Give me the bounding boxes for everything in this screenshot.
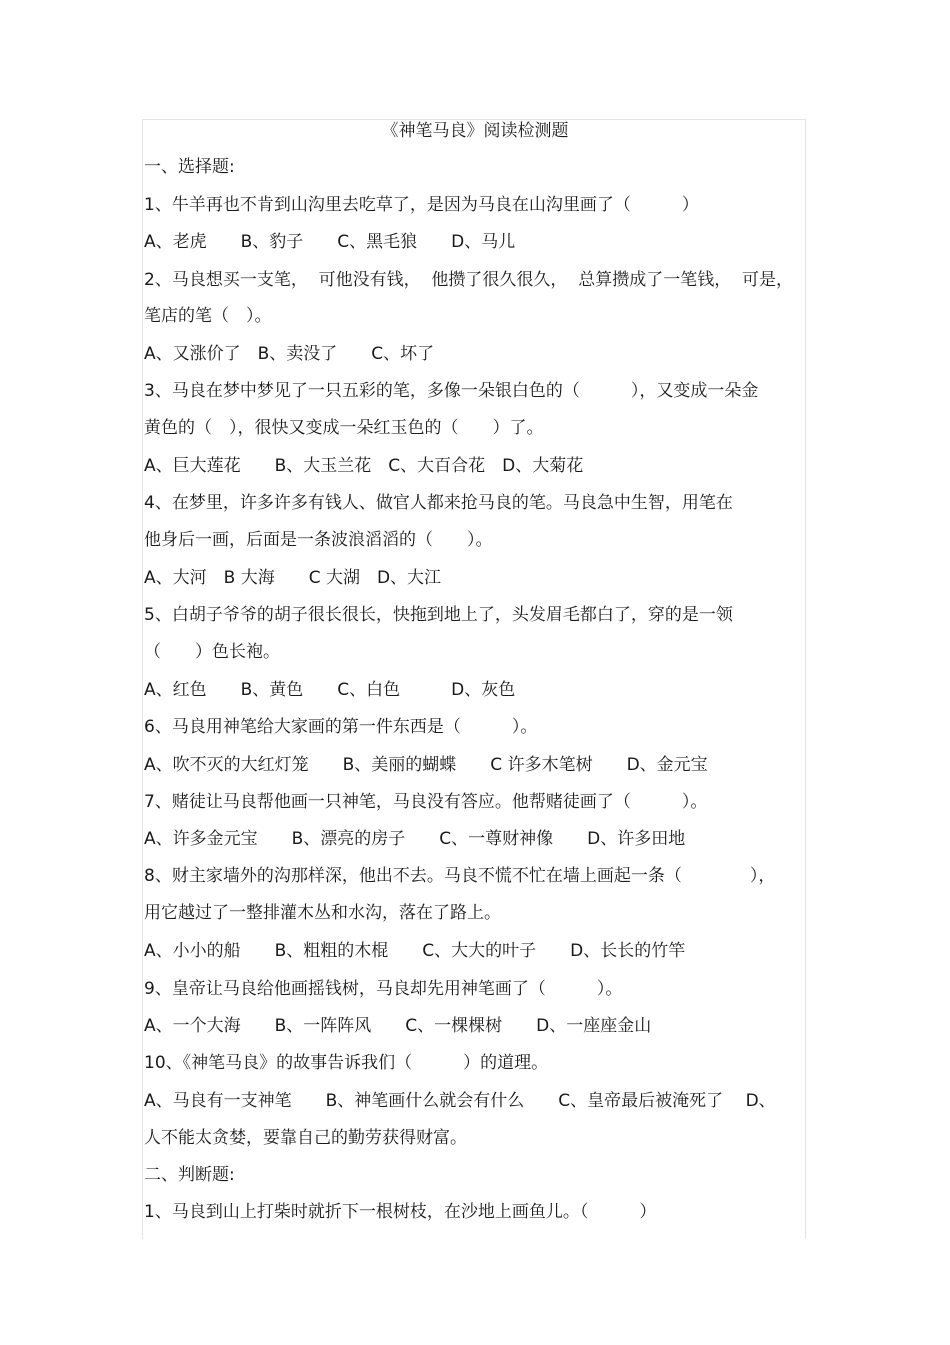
question-2-line-1: 2、马良想买一支笔， 可他没有钱， 他攒了很久很久， 总算攒成了一笔钱， 可是，: [144, 270, 794, 290]
page-title: 《神笔马良》阅读检测题: [381, 121, 569, 141]
section-heading-choice: 一、选择题:: [144, 157, 235, 177]
options-10-line-2: 人不能太贪婪，要靠自己的勤劳获得财富。: [144, 1128, 467, 1148]
options-5: A、红色 B、黄色 C、白色 D、灰色: [144, 680, 516, 700]
options-7: A、许多金元宝 B、漂亮的房子 C、一尊财神像 D、许多田地: [144, 829, 686, 849]
question-1: 1、牛羊再也不肯到山沟里去吃草了，是因为马良在山沟里画了（ ）: [144, 195, 699, 215]
judgement-1: 1、马良到山上打柴时就折下一根树枝，在沙地上画鱼儿。（ ）: [144, 1202, 657, 1222]
options-3: A、巨大莲花 B、大玉兰花 C、大百合花 D、大菊花: [144, 456, 584, 476]
question-8-line-2: 用它越过了一整排灌木丛和水沟，落在了路上。: [144, 903, 501, 923]
question-6: 6、马良用神笔给大家画的第一件东西是（ ）。: [144, 717, 538, 737]
question-5-line-1: 5、白胡子爷爷的胡子很长很长，快拖到地上了，头发眉毛都白了，穿的是一领: [144, 605, 733, 625]
question-8-line-1: 8、财主家墙外的沟那样深，他出不去。马良不慌不忙在墙上画起一条（ ），: [144, 866, 776, 886]
options-8: A、小小的船 B、粗粗的木棍 C、大大的叶子 D、长长的竹竿: [144, 941, 686, 961]
options-4: A、大河 B 大海 C 大湖 D、大江: [144, 568, 442, 588]
options-9: A、一个大海 B、一阵阵风 C、一棵棵树 D、一座座金山: [144, 1016, 652, 1036]
section-heading-judgement: 二、判断题:: [144, 1165, 235, 1185]
options-10-line-1: A、马良有一支神笔 B、神笔画什么就会有什么 C、皇帝最后被淹死了 D、: [144, 1091, 776, 1111]
options-1: A、老虎 B、豹子 C、黑毛狼 D、马儿: [144, 232, 516, 252]
question-10: 10、《神笔马良》的故事告诉我们（ ）的道理。: [144, 1053, 549, 1073]
question-3-line-1: 3、马良在梦中梦见了一只五彩的笔，多像一朵银白色的（ ），又变成一朵金: [144, 381, 759, 401]
question-2-line-2: 笔店的笔（ ）。: [144, 306, 272, 326]
options-6: A、吹不灭的大红灯笼 B、美丽的蝴蝶 C 许多木笔树 D、金元宝: [144, 755, 708, 775]
question-5-line-2: （ ）色长袍。: [144, 642, 280, 662]
options-2: A、又涨价了 B、卖没了 C、坏了: [144, 344, 435, 364]
question-3-line-2: 黄色的（ ），很快又变成一朵红玉色的（ ）了。: [144, 418, 544, 438]
question-9: 9、皇帝让马良给他画摇钱树，马良却先用神笔画了（ ）。: [144, 979, 623, 999]
question-4-line-1: 4、在梦里，许多许多有钱人、做官人都来抢马良的笔。马良急中生智，用笔在: [144, 493, 733, 513]
question-7: 7、赌徒让马良帮他画一只神笔，马良没有答应。他帮赌徒画了（ ）。: [144, 792, 708, 812]
question-4-line-2: 他身后一画，后面是一条波浪滔滔的（ ）。: [144, 530, 493, 550]
